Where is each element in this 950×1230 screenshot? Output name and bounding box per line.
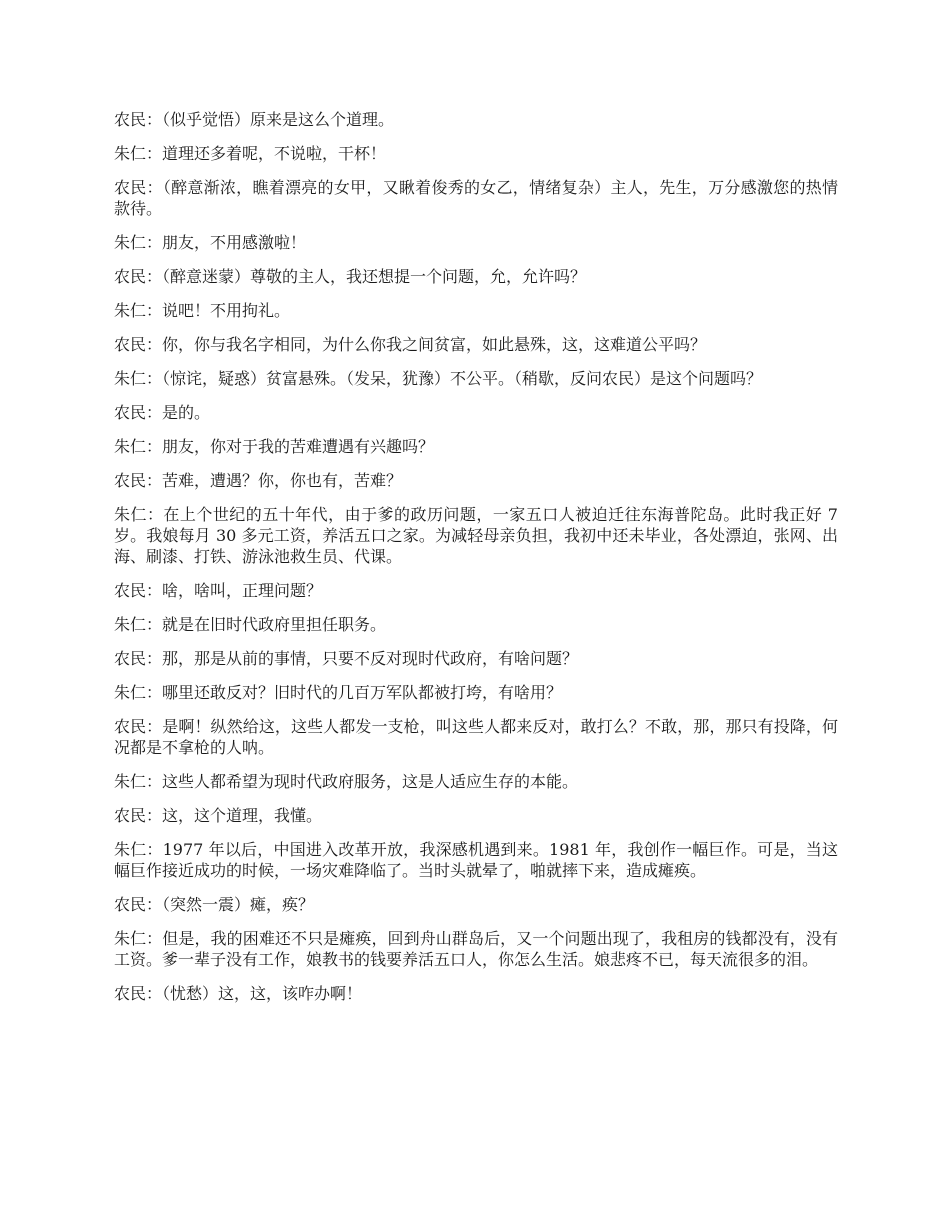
dialogue-line: 朱仁：这些人都希望为现时代政府服务，这是人适应生存的本能。 — [114, 772, 579, 791]
dialogue-line: 农民：啥，啥叫，正理问题？ — [114, 581, 323, 600]
dialogue-line: 朱仁：朋友，你对于我的苦难遭遇有兴趣吗？ — [114, 437, 435, 456]
dialogue-line: 农民：是啊！纵然给这，这些人都发一支枪，叫这些人都来反对，敢打么？不敢，那，那只有投降，何况都是不拿枪的人呐。 — [114, 717, 838, 757]
dialogue-line: 朱仁：（惊诧，疑惑）贫富悬殊。（发呆，犹豫）不公平。（稍歇，反问农民）是这个问题吗？ — [114, 369, 763, 388]
dialogue-line: 朱仁：说吧！不用拘礼。 — [114, 301, 291, 320]
dialogue-line: 朱仁：哪里还敢反对？旧时代的几百万军队都被打垮，有啥用？ — [114, 683, 563, 702]
document-body — [114, 109, 838, 1017]
dialogue-line: 农民：（醉意迷蒙）尊敬的主人，我还想提一个问题，允，允许吗？ — [114, 267, 587, 286]
dialogue-line: 农民：苦难，遭遇？你，你也有，苦难？ — [114, 471, 403, 490]
dialogue-line: 农民：这，这个道理，我懂。 — [114, 806, 323, 825]
dialogue-line: 朱仁：在上个世纪的五十年代，由于爹的政历问题，一家五口人被迫迁往东海普陀岛。此时我正好 7 岁。我娘每月 30 多元工资，养活五口之家。为减轻母亲负担，我初中还未毕业，各处漂迫，张网、出海、刷漆、打铁、游泳池救生员、代课。 — [114, 505, 838, 566]
dialogue-line: 朱仁：但是，我的困难还不只是瘫痪，回到舟山群岛后，又一个问题出现了，我租房的钱都没有，没有工资。爹一辈子没有工作，娘教书的钱要养活五口人，你怎么生活。娘悲疼不已，每天流很多的泪。 — [114, 929, 838, 969]
dialogue-line: 朱仁：1977 年以后，中国进入改革开放，我深感机遇到来。1981 年，我创作一幅巨作。可是，当这幅巨作接近成功的时候，一场灾难降临了。当时头就晕了，啪就摔下来，造成瘫痪。 — [114, 840, 838, 880]
dialogue-line: 农民：（忧愁）这，这，该咋办啊！ — [114, 984, 363, 1003]
dialogue-line: 农民：你，你与我名字相同，为什么你我之间贫富，如此悬殊，这，这难道公平吗？ — [114, 335, 707, 354]
dialogue-line: 农民：（似乎觉悟）原来是这么个道理。 — [114, 110, 395, 129]
dialogue-line: 朱仁：道理还多着呢，不说啦，干杯！ — [114, 144, 387, 163]
dialogue-line: 农民：那，那是从前的事情，只要不反对现时代政府，有啥问题？ — [114, 649, 579, 668]
dialogue-line: 农民：（突然一震）瘫，痪？ — [114, 895, 315, 914]
dialogue-line: 朱仁：就是在旧时代政府里担任职务。 — [114, 615, 387, 634]
dialogue-line: 朱仁：朋友，不用感激啦！ — [114, 233, 307, 252]
dialogue-line: 农民：（醉意渐浓，瞧着漂亮的女甲，又瞅着俊秀的女乙，情绪复杂）主人，先生，万分感激您的热情款待。 — [114, 178, 838, 218]
dialogue-line: 农民：是的。 — [114, 403, 211, 422]
